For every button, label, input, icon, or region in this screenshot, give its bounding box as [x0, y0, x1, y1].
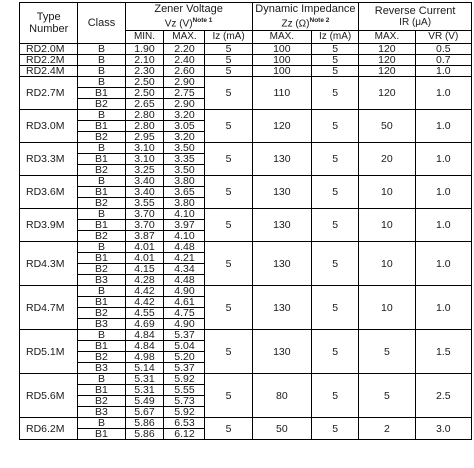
vz-min-cell: 4.15 [125, 264, 164, 275]
vz-min-cell: 4.28 [125, 275, 164, 286]
vz-min-cell: 5.31 [125, 374, 164, 385]
class-cell: B2 [78, 198, 125, 209]
table-row [20, 374, 472, 385]
zz-iz-cell: 5 [312, 330, 359, 374]
class-cell: B2 [78, 99, 125, 110]
zz-max-cell: 130 [252, 330, 311, 374]
class-cell: B1 [78, 121, 125, 132]
iz-cell: 5 [205, 143, 252, 176]
table-row [20, 66, 472, 77]
zz-max-cell: 130 [252, 286, 311, 330]
vr-cell: 1.0 [415, 286, 471, 330]
type-number-cell: RD6.2M [20, 418, 78, 440]
vz-min-cell: 1.90 [125, 44, 164, 55]
vr-cell: 0.7 [415, 55, 471, 66]
zz-max-cell: 100 [252, 44, 311, 55]
vz-max-cell: 5.20 [164, 352, 205, 363]
iz-cell: 5 [205, 176, 252, 209]
ir-max-cell: 2 [359, 418, 415, 440]
reverse-vr-header: VR (V) [415, 31, 471, 44]
type-number-cell: RD3.9M [20, 209, 78, 242]
zener-voltage-header [125, 3, 252, 31]
type-number-cell: RD4.3M [20, 242, 78, 286]
ir-max-cell: 10 [359, 209, 415, 242]
vz-min-cell: 4.42 [125, 297, 164, 308]
vr-cell: 0.5 [415, 44, 471, 55]
class-cell: B1 [78, 88, 125, 99]
ir-max-cell: 50 [359, 110, 415, 143]
class-header: Class [78, 3, 125, 44]
zener-max-header: MAX. [164, 31, 205, 44]
vz-max-cell: 2.75 [164, 88, 205, 99]
type-number-cell: RD2.7M [20, 77, 78, 110]
iz-cell: 5 [205, 66, 252, 77]
class-cell: B1 [78, 341, 125, 352]
vz-max-cell: 4.10 [164, 209, 205, 220]
vz-min-cell: 3.40 [125, 187, 164, 198]
vz-max-cell: 3.97 [164, 220, 205, 231]
table-row [20, 209, 472, 220]
table-row [20, 110, 472, 121]
table-row [20, 143, 472, 154]
zz-max-cell: 100 [252, 66, 311, 77]
table-row [20, 330, 472, 341]
class-cell: B [78, 286, 125, 297]
class-cell: B1 [78, 154, 125, 165]
vz-min-cell: 3.55 [125, 198, 164, 209]
iz-cell: 5 [205, 374, 252, 418]
class-cell: B [78, 143, 125, 154]
vz-max-cell: 5.37 [164, 330, 205, 341]
class-cell: B [78, 44, 125, 55]
zener-voltage-title: Zener Voltage [154, 3, 223, 15]
vz-min-cell: 3.10 [125, 143, 164, 154]
class-cell: B2 [78, 352, 125, 363]
zener-iz-header: Iz (mA) [205, 31, 252, 44]
iz-cell: 5 [205, 77, 252, 110]
vr-cell: 1.0 [415, 242, 471, 286]
ir-max-cell: 10 [359, 176, 415, 209]
vr-cell: 2.5 [415, 374, 471, 418]
vz-min-cell: 2.80 [125, 121, 164, 132]
vz-max-cell: 3.80 [164, 198, 205, 209]
zz-max-cell: 100 [252, 55, 311, 66]
zener-voltage-note: Note 1 [192, 17, 213, 24]
vz-min-cell: 3.40 [125, 176, 164, 187]
class-cell: B [78, 66, 125, 77]
class-cell: B3 [78, 319, 125, 330]
vz-max-cell: 2.90 [164, 77, 205, 88]
type-number-cell: RD2.4M [20, 66, 78, 77]
type-number-cell: RD3.0M [20, 110, 78, 143]
impedance-iz-header: Iz (mA) [312, 31, 359, 44]
impedance-max-header: MAX. [252, 31, 311, 44]
iz-cell: 5 [205, 209, 252, 242]
iz-cell: 5 [205, 55, 252, 66]
vz-max-cell: 6.12 [164, 429, 205, 440]
vz-max-cell: 3.20 [164, 110, 205, 121]
class-cell: B [78, 176, 125, 187]
class-cell: B2 [78, 264, 125, 275]
zener-voltage-unit: Vz (V) [164, 18, 193, 30]
vz-min-cell: 3.25 [125, 165, 164, 176]
iz-cell: 5 [205, 44, 252, 55]
vz-max-cell: 5.37 [164, 363, 205, 374]
vz-max-cell: 4.10 [164, 231, 205, 242]
dynamic-impedance-title: Dynamic Impedance [255, 3, 356, 15]
zz-iz-cell: 5 [312, 44, 359, 55]
zener-spec-table [19, 2, 472, 440]
type-number-header [20, 3, 78, 44]
table-row [20, 176, 472, 187]
spec-table-container [19, 2, 472, 440]
zz-max-cell: 130 [252, 143, 311, 176]
vz-min-cell: 4.55 [125, 308, 164, 319]
vz-max-cell: 2.90 [164, 99, 205, 110]
class-cell: B1 [78, 220, 125, 231]
vz-max-cell: 3.50 [164, 165, 205, 176]
ir-max-cell: 120 [359, 44, 415, 55]
zz-max-cell: 130 [252, 209, 311, 242]
class-cell: B [78, 110, 125, 121]
ir-max-cell: 10 [359, 242, 415, 286]
vz-max-cell: 4.61 [164, 297, 205, 308]
ir-max-cell: 120 [359, 55, 415, 66]
table-row [20, 418, 472, 429]
zz-iz-cell: 5 [312, 55, 359, 66]
class-cell: B1 [78, 297, 125, 308]
type-header-line1: Type [36, 11, 61, 24]
class-cell: B [78, 242, 125, 253]
vz-max-cell: 3.80 [164, 176, 205, 187]
zz-max-cell: 110 [252, 77, 311, 110]
vz-min-cell: 3.70 [125, 209, 164, 220]
zz-iz-cell: 5 [312, 209, 359, 242]
vr-cell: 1.5 [415, 330, 471, 374]
vz-min-cell: 3.10 [125, 154, 164, 165]
vz-min-cell: 2.95 [125, 132, 164, 143]
ir-max-cell: 10 [359, 286, 415, 330]
class-cell: B2 [78, 231, 125, 242]
vz-min-cell: 5.31 [125, 385, 164, 396]
class-cell: B2 [78, 165, 125, 176]
ir-max-cell: 5 [359, 374, 415, 418]
vz-max-cell: 5.04 [164, 341, 205, 352]
zz-iz-cell: 5 [312, 176, 359, 209]
zz-iz-cell: 5 [312, 66, 359, 77]
class-cell: B3 [78, 363, 125, 374]
vz-min-cell: 4.98 [125, 352, 164, 363]
reverse-current-header [359, 3, 472, 31]
vz-min-cell: 4.69 [125, 319, 164, 330]
vz-max-cell: 6.53 [164, 418, 205, 429]
vz-max-cell: 4.90 [164, 319, 205, 330]
vz-max-cell: 4.48 [164, 275, 205, 286]
zz-max-cell: 130 [252, 176, 311, 209]
table-row [20, 44, 472, 55]
class-cell: B [78, 374, 125, 385]
class-cell: B1 [78, 429, 125, 440]
ir-max-cell: 120 [359, 66, 415, 77]
vz-max-cell: 3.65 [164, 187, 205, 198]
vz-min-cell: 5.86 [125, 418, 164, 429]
vz-min-cell: 4.84 [125, 330, 164, 341]
iz-cell: 5 [205, 242, 252, 286]
class-cell: B [78, 330, 125, 341]
class-cell: B2 [78, 132, 125, 143]
vr-cell: 3.0 [415, 418, 471, 440]
vz-max-cell: 3.50 [164, 143, 205, 154]
vz-min-cell: 4.42 [125, 286, 164, 297]
dynamic-impedance-unit: Zz (Ω) [281, 18, 310, 30]
zz-iz-cell: 5 [312, 242, 359, 286]
zz-max-cell: 120 [252, 110, 311, 143]
type-number-cell: RD3.3M [20, 143, 78, 176]
zz-iz-cell: 5 [312, 374, 359, 418]
iz-cell: 5 [205, 418, 252, 440]
vz-min-cell: 5.86 [125, 429, 164, 440]
zz-iz-cell: 5 [312, 110, 359, 143]
iz-cell: 5 [205, 330, 252, 374]
vr-cell: 1.0 [415, 66, 471, 77]
vz-max-cell: 4.75 [164, 308, 205, 319]
vz-max-cell: 2.20 [164, 44, 205, 55]
iz-cell: 5 [205, 110, 252, 143]
class-cell: B [78, 55, 125, 66]
vz-min-cell: 5.14 [125, 363, 164, 374]
vz-max-cell: 4.34 [164, 264, 205, 275]
table-row [20, 55, 472, 66]
dynamic-impedance-header [252, 3, 359, 31]
reverse-current-unit: IR (μA) [399, 16, 432, 28]
zz-iz-cell: 5 [312, 143, 359, 176]
class-cell: B2 [78, 396, 125, 407]
reverse-current-title: Reverse Current [374, 4, 456, 17]
zz-iz-cell: 5 [312, 418, 359, 440]
vr-cell: 1.0 [415, 209, 471, 242]
vz-max-cell: 5.92 [164, 407, 205, 418]
zz-max-cell: 80 [252, 374, 311, 418]
class-cell: B3 [78, 275, 125, 286]
zz-max-cell: 130 [252, 242, 311, 286]
type-number-cell: RD3.6M [20, 176, 78, 209]
vr-cell: 1.0 [415, 110, 471, 143]
vz-min-cell: 2.50 [125, 88, 164, 99]
vr-cell: 1.0 [415, 77, 471, 110]
zener-min-header: MIN. [125, 31, 164, 44]
reverse-max-header: MAX. [359, 31, 415, 44]
class-cell: B2 [78, 308, 125, 319]
vz-max-cell: 2.60 [164, 66, 205, 77]
class-cell: B1 [78, 385, 125, 396]
class-cell: B [78, 209, 125, 220]
vz-min-cell: 5.67 [125, 407, 164, 418]
vz-max-cell: 3.20 [164, 132, 205, 143]
class-cell: B3 [78, 407, 125, 418]
vz-max-cell: 5.92 [164, 374, 205, 385]
zz-iz-cell: 5 [312, 77, 359, 110]
vz-max-cell: 2.40 [164, 55, 205, 66]
vz-max-cell: 4.48 [164, 242, 205, 253]
type-number-cell: RD5.1M [20, 330, 78, 374]
dynamic-impedance-note: Note 2 [309, 17, 330, 24]
type-header-line2: Number [29, 23, 69, 36]
vz-min-cell: 2.80 [125, 110, 164, 121]
class-cell: B1 [78, 187, 125, 198]
vr-cell: 1.0 [415, 176, 471, 209]
zz-iz-cell: 5 [312, 286, 359, 330]
type-number-cell: RD2.0M [20, 44, 78, 55]
type-number-cell: RD4.7M [20, 286, 78, 330]
vz-min-cell: 2.65 [125, 99, 164, 110]
vz-max-cell: 4.21 [164, 253, 205, 264]
zz-max-cell: 50 [252, 418, 311, 440]
vz-max-cell: 5.73 [164, 396, 205, 407]
vz-min-cell: 2.50 [125, 77, 164, 88]
class-cell: B [78, 77, 125, 88]
type-number-cell: RD2.2M [20, 55, 78, 66]
vr-cell: 1.0 [415, 143, 471, 176]
spec-table-body [20, 44, 472, 440]
vz-max-cell: 4.90 [164, 286, 205, 297]
vz-min-cell: 3.70 [125, 220, 164, 231]
vz-max-cell: 3.35 [164, 154, 205, 165]
vz-min-cell: 4.01 [125, 253, 164, 264]
table-row [20, 242, 472, 253]
class-cell: B1 [78, 253, 125, 264]
ir-max-cell: 5 [359, 330, 415, 374]
table-row [20, 77, 472, 88]
vz-min-cell: 2.30 [125, 66, 164, 77]
vz-min-cell: 2.10 [125, 55, 164, 66]
class-cell: B [78, 418, 125, 429]
ir-max-cell: 120 [359, 77, 415, 110]
vz-max-cell: 3.05 [164, 121, 205, 132]
vz-min-cell: 4.84 [125, 341, 164, 352]
ir-max-cell: 20 [359, 143, 415, 176]
iz-cell: 5 [205, 286, 252, 330]
table-row [20, 286, 472, 297]
type-number-cell: RD5.6M [20, 374, 78, 418]
vz-min-cell: 3.87 [125, 231, 164, 242]
vz-min-cell: 5.49 [125, 396, 164, 407]
vz-min-cell: 4.01 [125, 242, 164, 253]
vz-max-cell: 5.55 [164, 385, 205, 396]
